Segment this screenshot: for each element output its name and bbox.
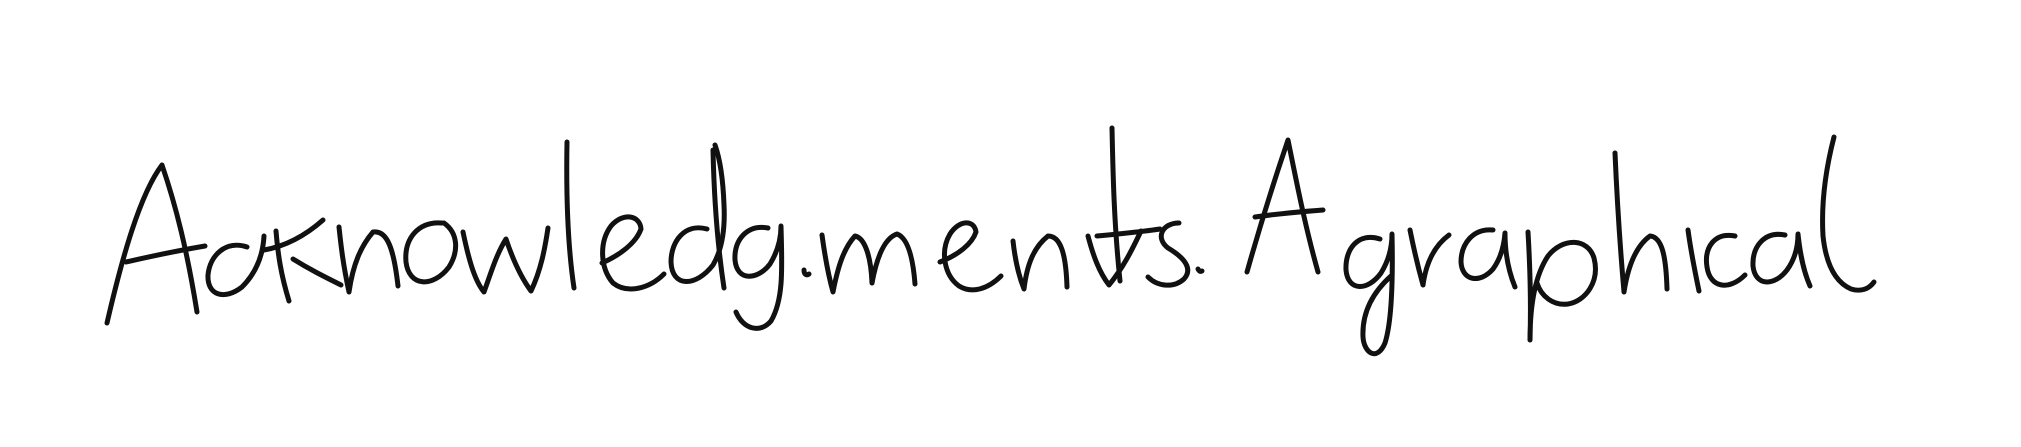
handwritten-word-acknowledgments: [107, 128, 1202, 328]
handwritten-word-a: [1247, 140, 1323, 272]
handwritten-word-graphical: [1346, 137, 1874, 354]
